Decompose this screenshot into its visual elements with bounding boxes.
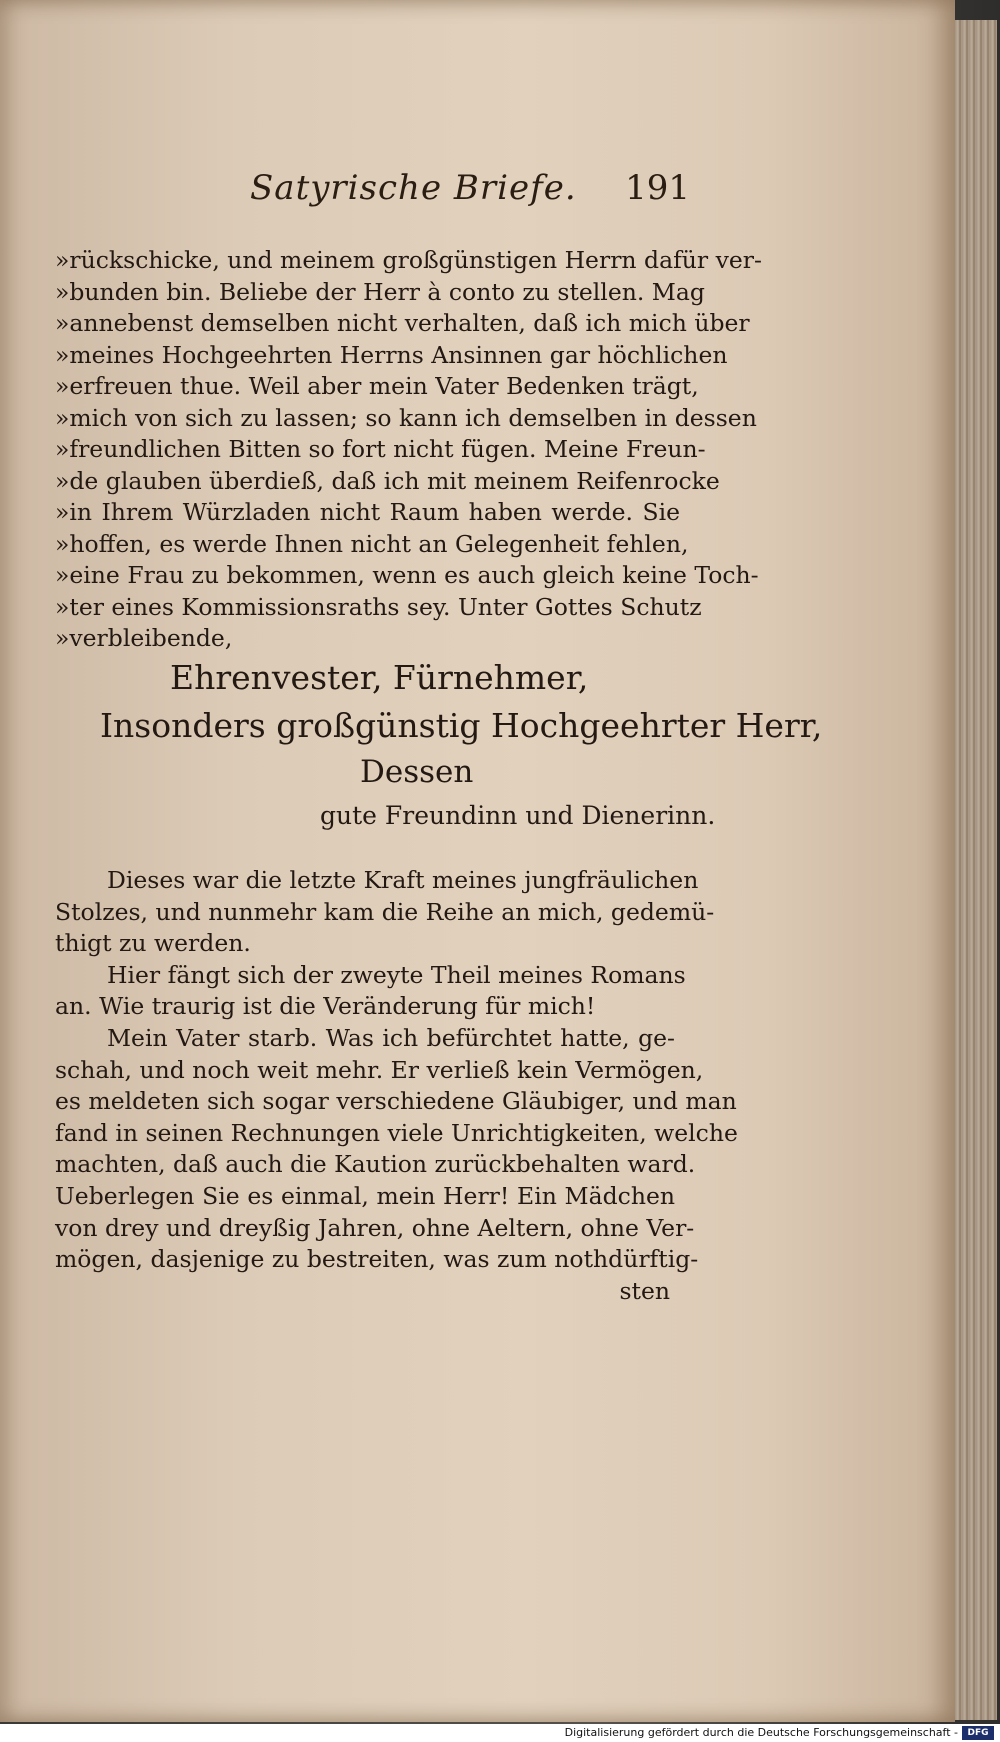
letter-line: »ter eines Kommissionsraths sey. Unter Gottes Schutz (55, 592, 702, 621)
narrative-line: Dieses war die letzte Kraft meines jungfräulichen (107, 866, 699, 894)
narrative-text (55, 865, 738, 1307)
narrative-line: es meldeten sich sogar verschiedene Gläubiger, und man (55, 1087, 737, 1116)
narrative-line: thigt zu werden. (55, 929, 251, 958)
letter-line: »rückschicke, und meinem großgünstigen Herrn dafür ver- (55, 246, 762, 274)
letter-line: »meines Hochgeehrten Herrns Ansinnen gar höchlichen (55, 340, 728, 369)
narrative-line: von drey und dreyßig Jahren, ohne Aeltern, ohne Ver- (55, 1213, 695, 1242)
digitization-credit (0, 1724, 1000, 1742)
letter-line: »in Ihrem Würzladen nicht Raum haben werde. Sie (55, 498, 680, 526)
letter-line: »bunden bin. Beliebe der Herr à conto zu stellen. Mag (55, 277, 705, 306)
letter-line: »hoffen, es werde Ihnen nicht an Gelegenheit fehlen, (55, 529, 689, 558)
letter-line: »freundlichen Bitten so fort nicht fügen. Meine Freun- (55, 435, 706, 463)
narrative-line: Stolzes, und nunmehr kam die Reihe an mich, gedemü- (55, 897, 715, 926)
letter-text (55, 245, 762, 655)
catchword: sten (619, 1276, 670, 1305)
page-number: 191 (625, 168, 690, 208)
closing-signature: gute Freundinn und Dienerinn. (320, 801, 716, 830)
dfg-logo: DFG (962, 1726, 994, 1740)
letter-line: »mich von sich zu lassen; so kann ich demselben in dessen (55, 403, 757, 432)
narrative-line: schah, und noch weit mehr. Er verließ kein Vermögen, (55, 1055, 704, 1084)
narrative-line: machten, daß auch die Kaution zurückbehalten ward. (55, 1150, 696, 1179)
narrative-line: fand in seinen Rechnungen viele Unrichtigkeiten, welche (55, 1118, 738, 1147)
narrative-line: Mein Vater starb. Was ich befürchtet hatte, ge- (107, 1023, 675, 1052)
letter-line: »eine Frau zu bekommen, wenn es auch gleich keine Toch- (55, 561, 759, 589)
letter-line: »verbleibende, (55, 624, 233, 652)
page-edges (955, 20, 997, 1720)
narrative-line: Ueberlegen Sie es einmal, mein Herr! Ein Mädchen (55, 1181, 675, 1210)
closing-salutation-3: Dessen (360, 754, 474, 790)
credit-text: Digitalisierung gefördert durch die Deutsche Forschungsgemeinschaft - (564, 1726, 958, 1739)
letter-line: »annebenst demselben nicht verhalten, daß ich mich über (55, 309, 750, 337)
closing-salutation-2: Insonders großgünstig Hochgeehrter Herr, (100, 706, 823, 745)
letter-line: »de glauben überdieß, daß ich mit meinem Reifenrocke (55, 466, 720, 495)
letter-line: »erfreuen thue. Weil aber mein Vater Bedenken trägt, (55, 372, 699, 400)
closing-salutation-1: Ehrenvester, Fürnehmer, (170, 658, 589, 697)
page-header (250, 168, 690, 218)
narrative-line: mögen, dasjenige zu bestreiten, was zum nothdürftig- (55, 1245, 699, 1274)
running-title: Satyrische Briefe. (250, 168, 577, 208)
narrative-line: an. Wie traurig ist die Veränderung für mich! (55, 992, 596, 1021)
narrative-line: Hier fängt sich der zweyte Theil meines Romans (107, 960, 686, 989)
